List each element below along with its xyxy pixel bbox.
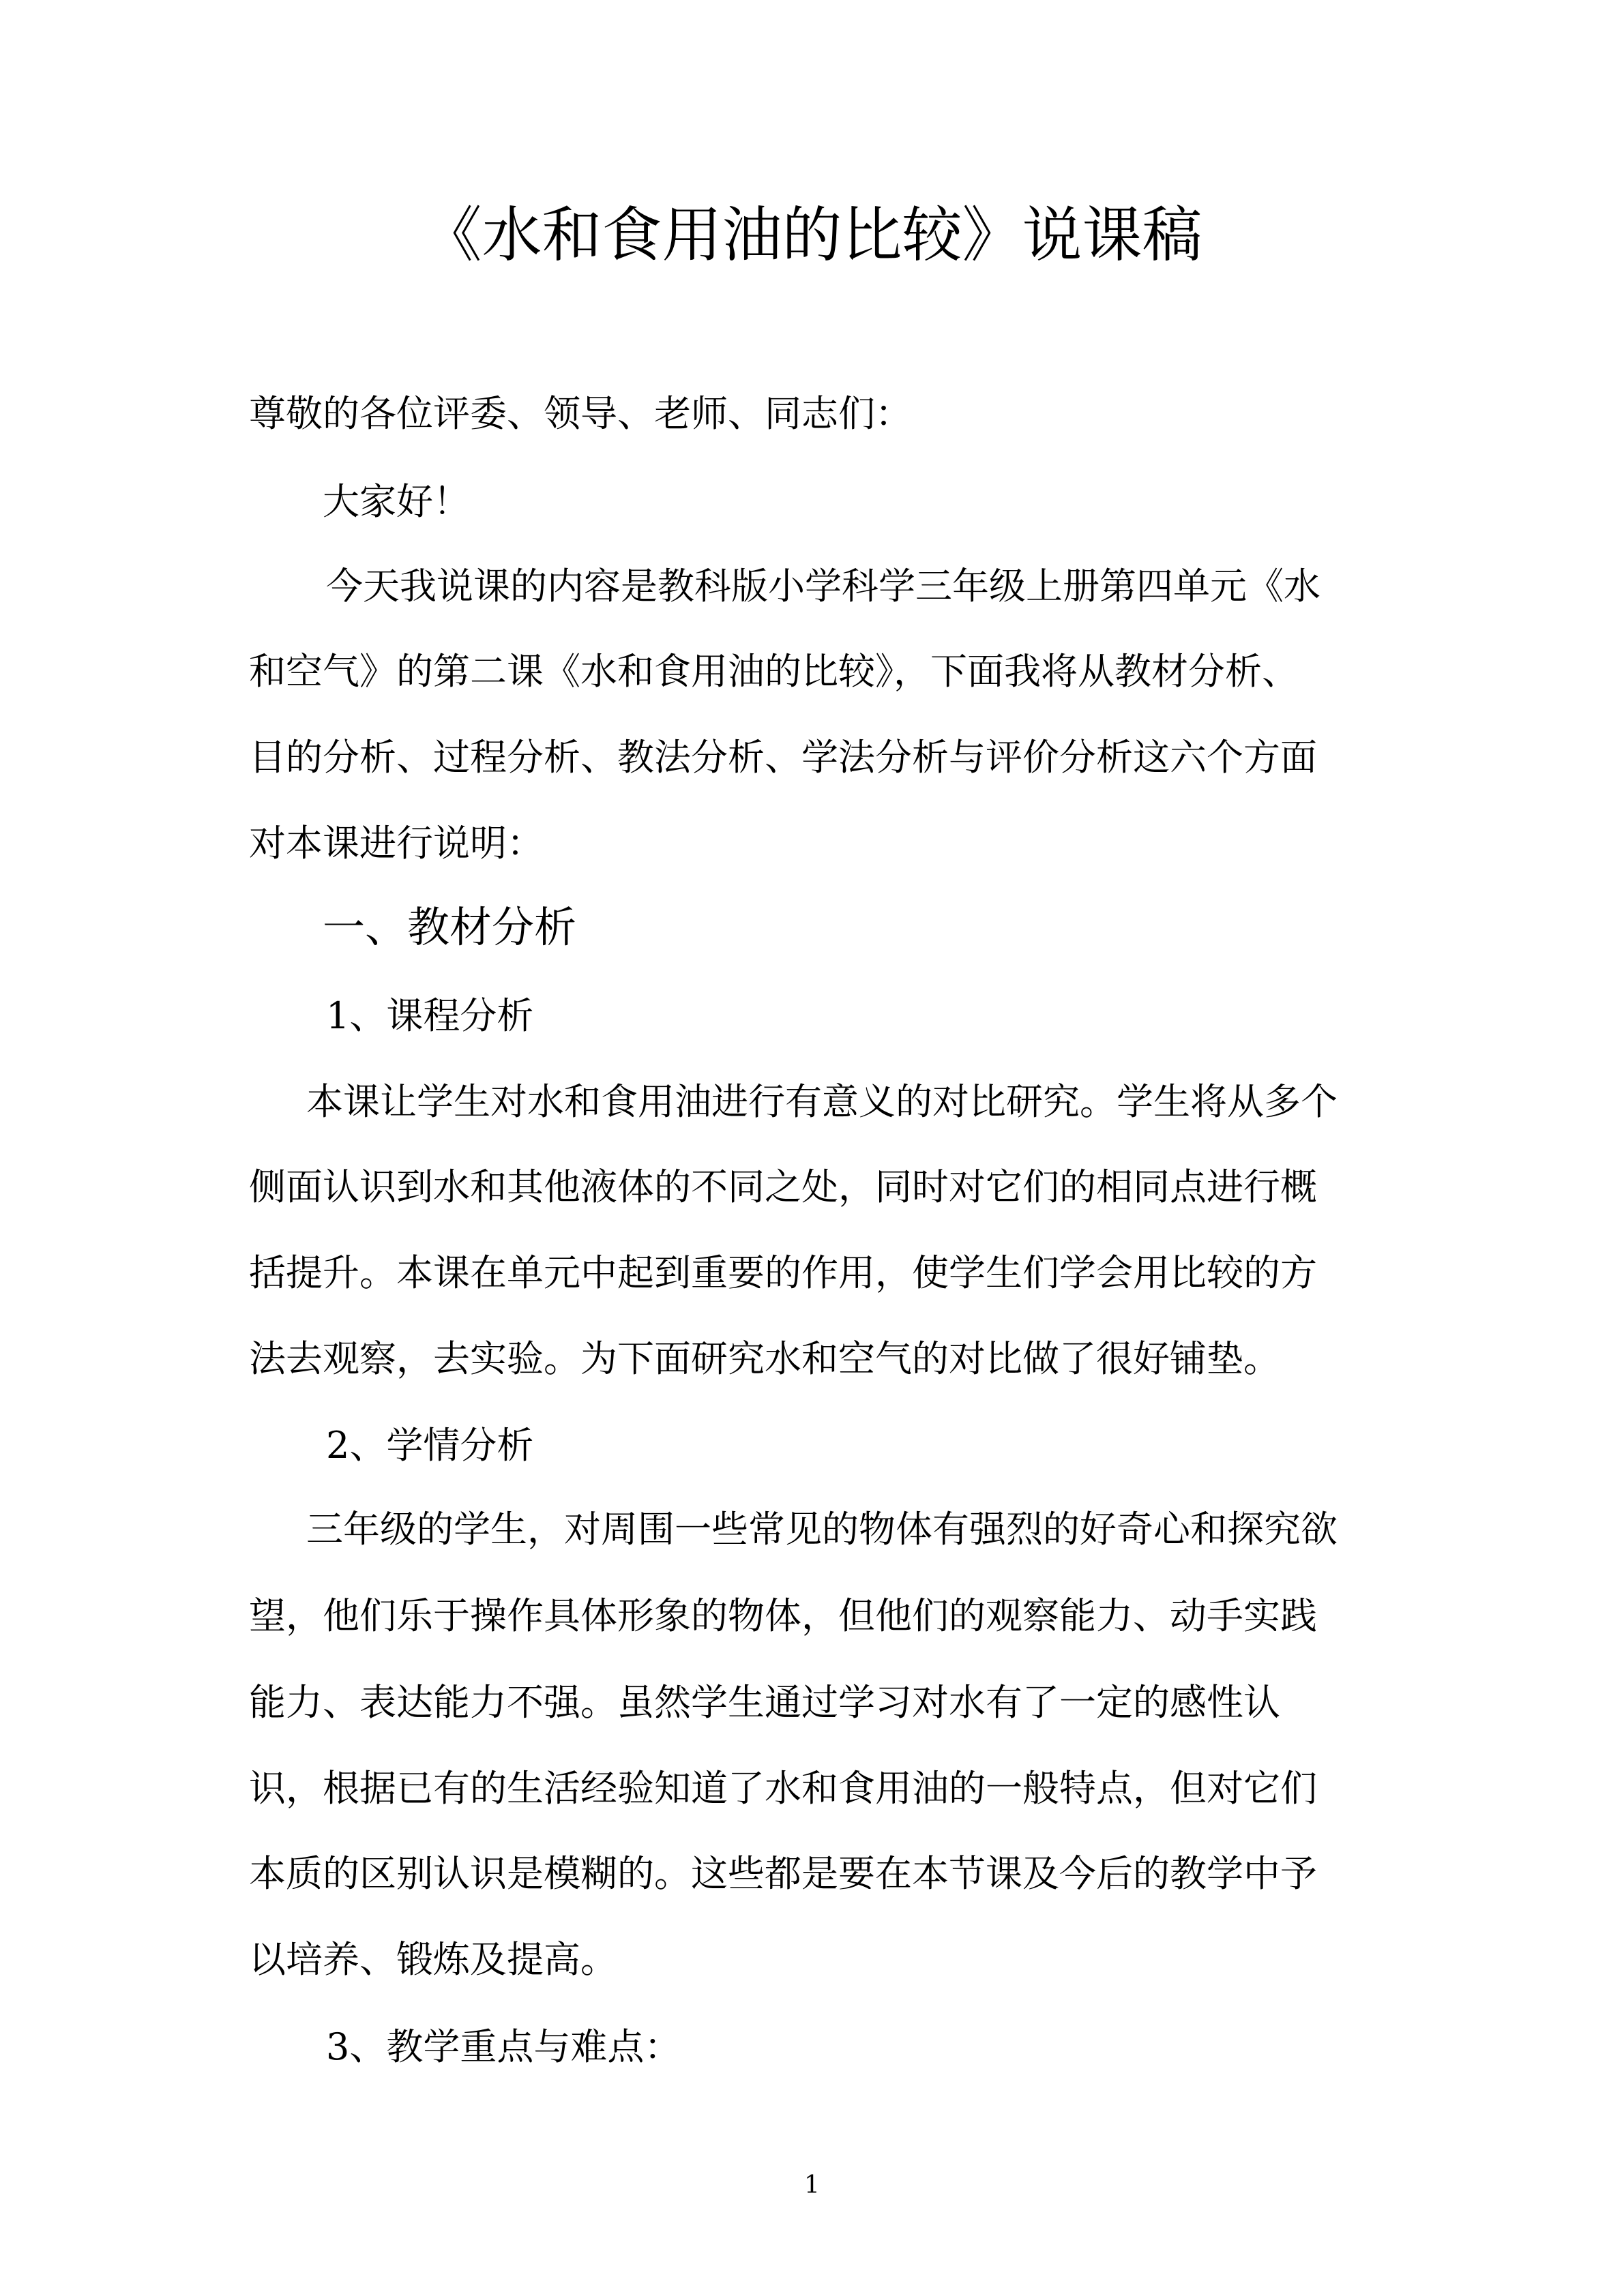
subheading-key-points: 3、教学重点与难点： [326, 2025, 681, 2068]
document-title: 《水和食用油的比较》说课稿 [422, 200, 1202, 270]
section-heading-materials: 一、教材分析 [323, 902, 577, 952]
learner-paragraph-line-2: 望，他们乐于操作具体形象的物体，但他们的观察能力、动手实践 [249, 1594, 1317, 1637]
page-number: 1 [804, 2171, 820, 2199]
course-paragraph-line-1: 本课让学生对水和食用油进行有意义的对比研究。学生将从多个 [306, 1080, 1338, 1123]
course-paragraph-line-2: 侧面认识到水和其他液体的不同之处，同时对它们的相同点进行概 [249, 1165, 1317, 1208]
learner-paragraph-line-3: 能力、表达能力不强。虽然学生通过学习对水有了一定的感性认 [249, 1681, 1280, 1724]
intro-line-2: 和空气》的第二课《水和食用油的比较》，下面我将从教材分析、 [249, 650, 1299, 693]
salutation-line: 尊敬的各位评委、领导、老师、同志们： [249, 392, 912, 435]
course-paragraph-line-4: 法去观察，去实验。为下面研究水和空气的对比做了很好铺垫。 [249, 1337, 1280, 1380]
learner-paragraph-line-1: 三年级的学生，对周围一些常见的物体有强烈的好奇心和探究欲 [306, 1508, 1338, 1551]
intro-line-4: 对本课进行说明： [249, 822, 544, 865]
learner-paragraph-line-6: 以培养、锻炼及提高。 [249, 1938, 617, 1981]
intro-line-3: 目的分析、过程分析、教法分析、学法分析与评价分析这六个方面 [249, 736, 1317, 779]
subheading-learner-analysis: 2、学情分析 [326, 1424, 534, 1467]
course-paragraph-line-3: 括提升。本课在单元中起到重要的作用，使学生们学会用比较的方 [249, 1251, 1317, 1294]
greeting-line: 大家好！ [323, 480, 470, 523]
learner-paragraph-line-4: 识，根据已有的生活经验知道了水和食用油的一般特点，但对它们 [249, 1767, 1317, 1810]
intro-line-1: 今天我说课的内容是教科版小学科学三年级上册第四单元《水 [326, 565, 1320, 608]
subheading-course-analysis: 1、课程分析 [326, 994, 534, 1037]
learner-paragraph-line-5: 本质的区别认识是模糊的。这些都是要在本节课及今后的教学中予 [249, 1852, 1317, 1895]
